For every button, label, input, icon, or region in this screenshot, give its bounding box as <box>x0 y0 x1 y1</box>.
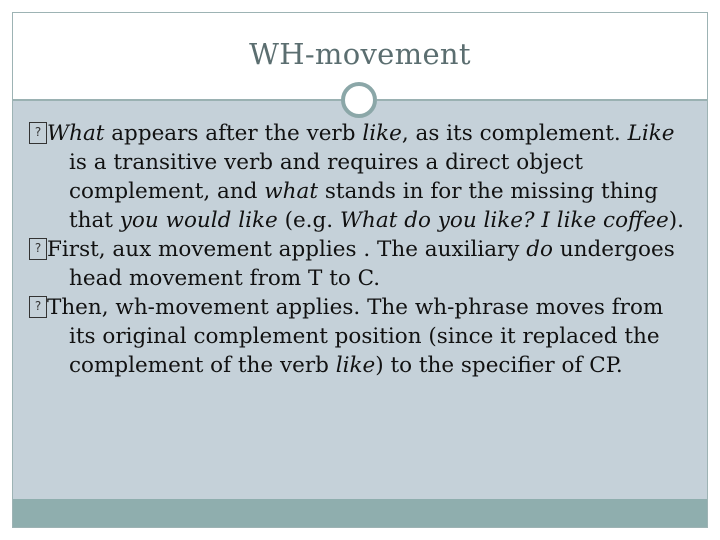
bullet-item-3 <box>13 293 707 380</box>
text-segment: what <box>264 179 318 204</box>
bullet-text-3 <box>47 295 663 378</box>
bullet-glyph-icon: ? <box>29 296 47 318</box>
text-segment: What <box>47 121 105 146</box>
bullet-glyph-icon: ? <box>29 122 47 144</box>
slide-body <box>13 101 707 499</box>
text-segment: Like <box>627 121 675 146</box>
text-segment: Then, wh-movement applies. The wh-phrase moves from its original complement position (since it replaced the complement of the verb <box>47 295 664 378</box>
bullet-item-2 <box>13 235 707 293</box>
bullet-list <box>13 101 707 380</box>
text-segment: ) to the specifier of CP. <box>375 353 623 378</box>
bullet-text-1 <box>47 121 684 233</box>
text-segment: you would like <box>119 208 278 233</box>
slide-frame <box>12 12 708 528</box>
text-segment: What do you like? I like coffee <box>339 208 669 233</box>
text-segment: is a transitive verb and requires a direct object complement, and <box>69 150 584 204</box>
slide-title: WH-movement <box>249 37 471 71</box>
text-segment: like <box>335 353 376 378</box>
text-segment: , as its complement. <box>401 121 628 146</box>
bullet-text-2 <box>47 237 675 291</box>
text-segment: First, aux movement applies . The auxiliary <box>47 237 527 262</box>
text-segment: (e.g. <box>277 208 340 233</box>
bullet-glyph-icon: ? <box>29 238 47 260</box>
text-segment: stands in for the missing thing that <box>69 179 659 233</box>
bullet-item-1 <box>13 119 707 235</box>
footer-bar <box>13 499 707 527</box>
text-segment: ). <box>668 208 684 233</box>
circle-ornament-icon <box>341 82 377 118</box>
text-segment: appears after the verb <box>104 121 363 146</box>
text-segment: do <box>526 237 553 262</box>
text-segment: like <box>362 121 402 146</box>
text-segment: undergoes head movement from T to C. <box>69 237 675 291</box>
